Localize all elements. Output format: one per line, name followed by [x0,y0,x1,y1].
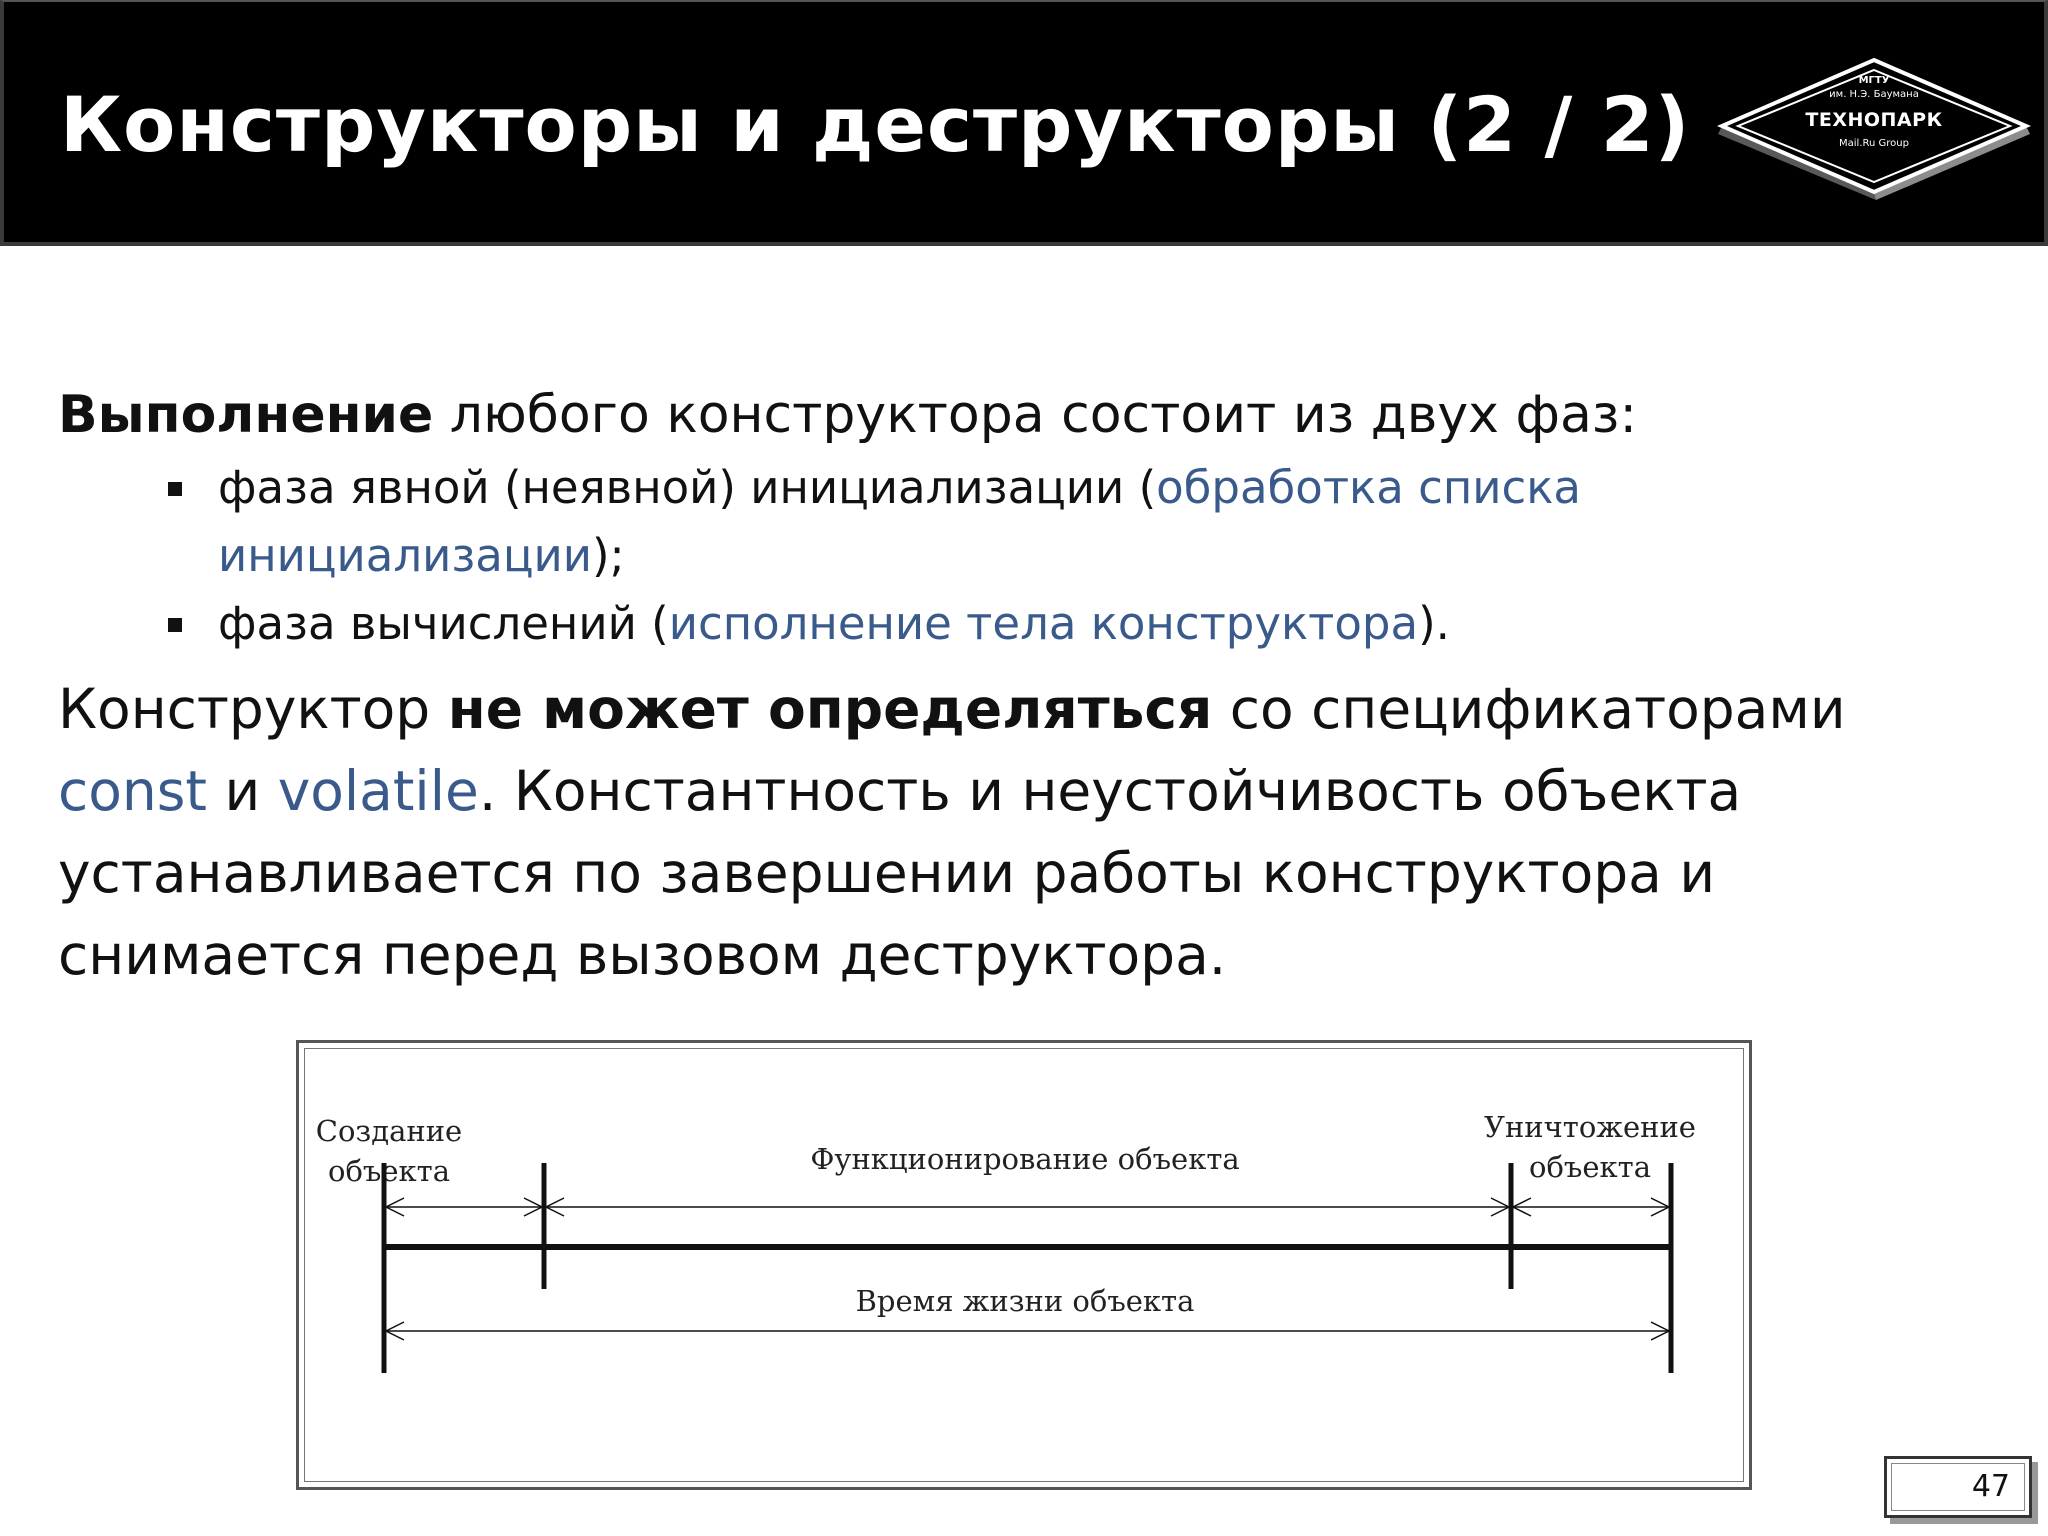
p2-bold: не может определяться [447,677,1213,741]
label-functioning: Функционирование объекта [810,1142,1240,1176]
p2-text-b: со спецификаторами [1212,677,1846,741]
bullet2-highlight: исполнение тела конструктора [668,597,1419,650]
page-number-box [1884,1456,2032,1518]
list-item [58,590,1718,658]
technopark-logo [1714,54,2034,204]
object-lifetime-diagram [296,1040,1752,1490]
volatile-keyword: volatile [277,759,479,823]
label-create-2: объекта [328,1154,450,1188]
intro-paragraph [58,380,1958,450]
phase-list [58,454,1958,658]
intro-bold: Выполнение [58,385,434,445]
label-destroy-1: Уничтожение [1484,1110,1696,1144]
p2-and: и [206,759,278,823]
label-destroy-2: объекта [1529,1150,1651,1184]
bullet2-text-a: фаза вычислений ( [218,597,669,650]
label-lifetime: Время жизни объекта [855,1284,1195,1318]
bullet1-text-b: ); [592,529,625,582]
page-number: 47 [1891,1463,2025,1511]
logo-line-2: им. Н.Э. Баумана [1829,89,1919,100]
bullet2-text-b: ). [1418,597,1450,650]
list-item [58,454,1718,590]
bullet-square-icon [168,482,182,496]
const-keyword: const [58,759,207,823]
intro-text: любого конструктора состоит из двух фаз: [433,385,1637,445]
bullet1-highlight: обработка списка инициализации [218,461,1582,582]
constructor-paragraph [58,668,1898,996]
timeline-svg [299,1043,1755,1493]
p2-text-a: Конструктор [58,677,448,741]
logo-line-4: Mail.Ru Group [1839,138,1909,149]
bullet-square-icon [168,618,182,632]
logo-line-3: ТЕХНОПАРК [1805,109,1943,131]
label-create-1: Создание [315,1114,463,1148]
logo-line-1: МГТУ [1858,75,1890,86]
slide-header [0,0,2048,246]
slide-body [58,380,1958,996]
bullet1-text-a: фаза явной (неявной) инициализации ( [218,461,1157,514]
slide-title: Конструкторы и деструкторы (2 / 2) [60,80,1691,169]
p2-text-c: . Константность и неустойчивость объекта устанавливается по завершении работы конструктора и снимается перед вызовом деструктора. [58,759,1742,987]
